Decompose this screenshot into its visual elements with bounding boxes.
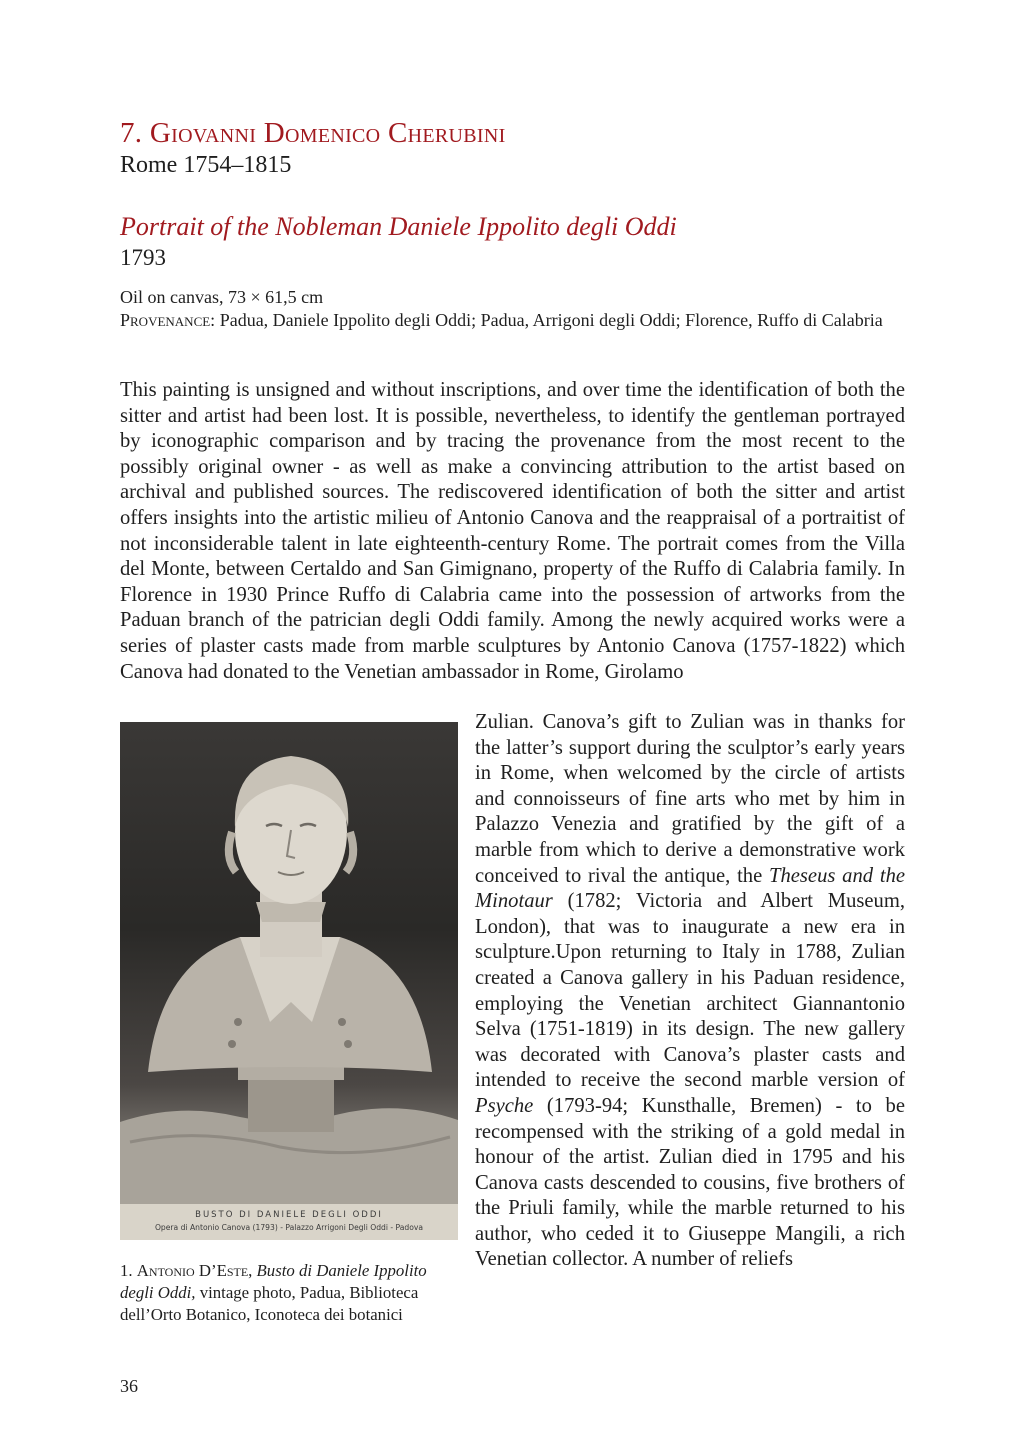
column-text-2: (1782; Victoria and Albert Museum, London), that was to inaugurate a new era in sculpture.Upon returning to Italy in 1788, Zulian created a Canova gallery in his Paduan residence, employing the Venetian architect Giannantonio Selva (1751-1819) in its design. The new gallery was decorated with Canova’s plaster casts and intended to receive the second marble version of (475, 890, 905, 1092)
caption-author: Antonio D’Este, (136, 1261, 253, 1280)
artist-dates: Rome 1754–1815 (120, 152, 292, 178)
work-provenance (120, 309, 905, 332)
work-metadata (120, 286, 905, 332)
photo-label-title: BUSTO DI DANIELE DEGLI ODDI (195, 1210, 383, 1220)
work-title: Portrait of the Nobleman Daniele Ippolito degli Oddi (120, 212, 677, 241)
column-text-3: (1793-94; Kunsthalle, Bremen) - to be recompensed with the striking of a gold medal in honour of the artist. Zulian died in 1795 and his Canova casts descended to cousins, five brothers of the Priuli family, while the marble returned to his author, who ceded it to Giuseppe Mangili, a rich Venetian collector. A number of reliefs (475, 1094, 905, 1271)
caption-details: vintage photo, Padua, Biblioteca dell’Orto Botanico, Iconoteca dei botanici (120, 1283, 419, 1324)
work-medium: Oil on canvas, 73 × 61,5 cm (120, 287, 324, 307)
provenance-text: Padua, Daniele Ippolito degli Oddi; Padua, Arrigoni degli Oddi; Florence, Ruffo di Calabria (219, 310, 883, 330)
photo-label-strip (120, 1204, 458, 1240)
entry-heading (120, 116, 910, 180)
column-text-1: Zulian. Canova’s gift to Zulian was in thanks for the latter’s support during the sculptor’s early years in Rome, when welcomed by the circle of artists and connoisseurs of fine arts who met by him in Palazzo Venezia and gratified by the gift of a marble from which to derive a demonstrative work conceived to rival the antique, the (475, 711, 905, 887)
artwork-title-psyche: Psyche (475, 1094, 534, 1117)
artwork-title-theseus: Theseus and the Minotaur (475, 864, 906, 913)
work-year: 1793 (120, 245, 166, 270)
provenance-label: Provenance: (120, 310, 216, 330)
body-text-full-width: This painting is unsigned and without inscriptions, and over time the identification of both the sitter and artist had been lost. It is possible, nevertheless, to identify the gentleman portrayed by iconographic comparison and by tracing the provenance from the most recent to the possibly original owner - as well as make a convincing attribution to the artist based on archival and published sources. The rediscovered identification of both the sitter and artist offers insights into the artistic milieu of Antonio Canova and the reappraisal of a portraitist of not inconsiderable talent in late eighteenth-century Rome. The portrait comes from the Villa del Monte, between Certaldo and San Gimignano, property of the Ruffo di Calabria family. In Florence in 1930 Prince Ruffo di Calabria came into the possession of artworks from the Paduan branch of the patrician degli Oddi family. Among the newly acquired works were a series of plaster casts made from marble sculptures by Antonio Canova (1757-1822) which Canova had donated to the Venetian ambassador in Rome, Girolamo (120, 379, 905, 683)
page-number: 36 (120, 1376, 138, 1396)
bust-photo (120, 722, 458, 1240)
photo-label-subtitle: Opera di Antonio Canova (1793) - Palazzo Arrigoni Degli Oddi - Padova (154, 1223, 424, 1232)
artist-name: 7. Giovanni Domenico Cherubini (120, 117, 506, 149)
figure-caption (120, 1260, 460, 1326)
caption-title: Busto di Daniele Ippolito degli Oddi, (120, 1261, 427, 1302)
body-text-column (475, 710, 905, 1273)
bust-illustration (120, 722, 458, 1204)
caption-number: 1. (120, 1261, 137, 1280)
